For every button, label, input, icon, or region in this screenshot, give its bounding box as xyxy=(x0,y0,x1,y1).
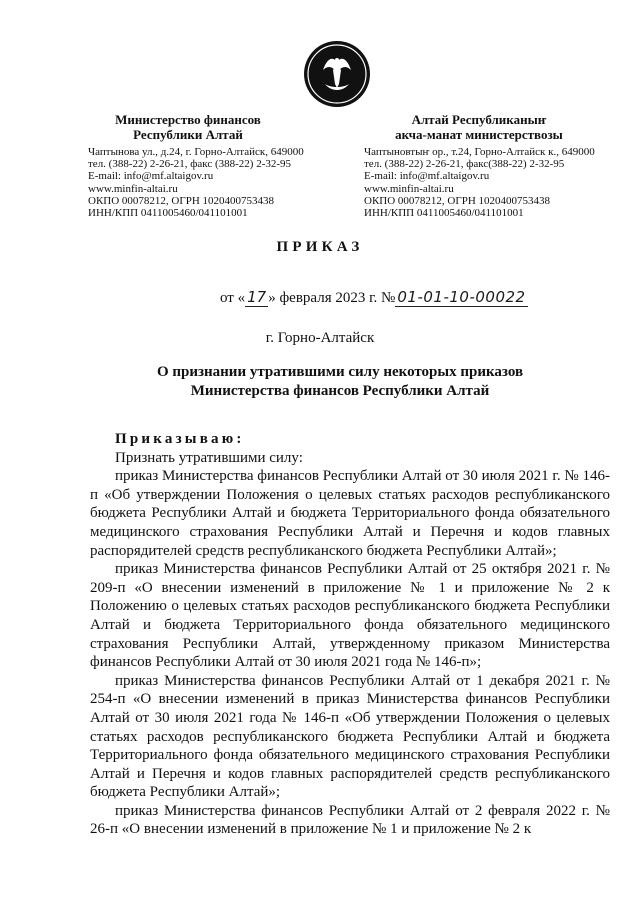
header-right xyxy=(364,113,614,219)
subject-line1: О признании утратившими силу некоторых приказов xyxy=(156,364,524,380)
org-name-line2: Республики Алтай xyxy=(133,126,243,142)
org-name-line1: Алтай Республиканыҥ xyxy=(411,112,547,127)
email-right: E-mail: info@mf.altaigov.ru xyxy=(364,170,490,183)
date-prefix: от « xyxy=(220,290,246,306)
header-left xyxy=(88,113,338,219)
website-right: www.minfin-altai.ru xyxy=(364,182,454,195)
address-right: Чаптыновтыҥ ор., т.24, Горно-Алтайск к., 649000 xyxy=(364,146,595,158)
document-title: ПРИКАЗ xyxy=(276,239,364,255)
okpo-right: ОКПО 00078212, ОГРН 1020400753438 xyxy=(364,194,551,207)
date-line xyxy=(220,288,528,307)
org-name-line1: Министерство финансов xyxy=(115,112,261,127)
org-name-line2: акча-манат министерствозы xyxy=(395,126,563,142)
inn-right: ИНН/КПП 0411005460/041101001 xyxy=(364,207,524,220)
org-name-right xyxy=(364,113,594,142)
subject-line2: Министерства финансов Республики Алтай xyxy=(190,383,490,399)
republic-altai-emblem-icon xyxy=(303,40,371,108)
body-paragraph-4: приказ Министерства финансов Республики Алтай от 2 февраля 2022 г. № 26-п «О внесении изменений в приложение № 1 и приложение № 2 к xyxy=(90,802,610,838)
city: г. Горно-Алтайск xyxy=(265,330,375,346)
address-left: Чаптынова ул., д.24, г. Горно-Алтайск, 649000 xyxy=(88,146,304,158)
order-body xyxy=(90,430,610,839)
inn-left: ИНН/КПП 0411005460/041101001 xyxy=(88,207,248,220)
phone-right: тел. (388-22) 2-26-21, факс(388-22) 2-32-95 xyxy=(364,158,565,171)
org-name-left xyxy=(88,113,288,142)
orders-word: Приказываю: xyxy=(115,431,245,447)
okpo-left: ОКПО 00078212, ОГРН 1020400753438 xyxy=(88,194,275,207)
date-suffix: » февраля 2023 г. № xyxy=(268,290,396,306)
email-left: E-mail: info@mf.altaigov.ru xyxy=(88,170,214,183)
handwritten-order-number: 01-01-10-00022 xyxy=(397,288,526,306)
body-intro: Признать утратившими силу: xyxy=(115,449,303,466)
phone-left: тел. (388-22) 2-26-21, факс (388-22) 2-32-95 xyxy=(88,158,292,171)
body-paragraph-2: приказ Министерства финансов Республики Алтай от 25 октября 2021 г. № 209-п «О внесении изменений в приложение № 1 и приложение № 2 к Положению о целевых статьях расходов республиканского бюджета Республики Алтай и бюджета Территориального фонда обязательного медицинского страхования Республики Алтай, утвержденному приказом Министерства финансов Республики Алтай от 30 июля 2021 года № 146-п»; xyxy=(90,561,610,671)
website-left: www.minfin-altai.ru xyxy=(88,182,178,195)
order-subject xyxy=(120,363,560,401)
handwritten-day: 17 xyxy=(247,288,267,306)
body-paragraph-3: приказ Министерства финансов Республики Алтай от 1 декабря 2021 г. № 254-п «О внесении изменений в приказ Министерства финансов Республики Алтай от 30 июля 2021 года № 146-п «Об утверждении Положения о целевых статьях расходов республиканского бюджета Республики Алтай и бюджета Территориального фонда обязательного медицинского страхования Республики Алтай и Перечня и кодов главных распорядителей средств республиканского бюджета Республики Алтай»; xyxy=(90,672,610,801)
body-paragraph-1: приказ Министерства финансов Республики Алтай от 30 июля 2021 г. № 146-п «Об утверждении Положения о целевых статьях расходов республиканского бюджета Республики Алтай и бюджета Территориального фонда обязательного медицинского страхования Республики Алтай и Перечня и кодов главных распорядителей средств республиканского бюджета Республики Алтай»; xyxy=(90,468,610,559)
